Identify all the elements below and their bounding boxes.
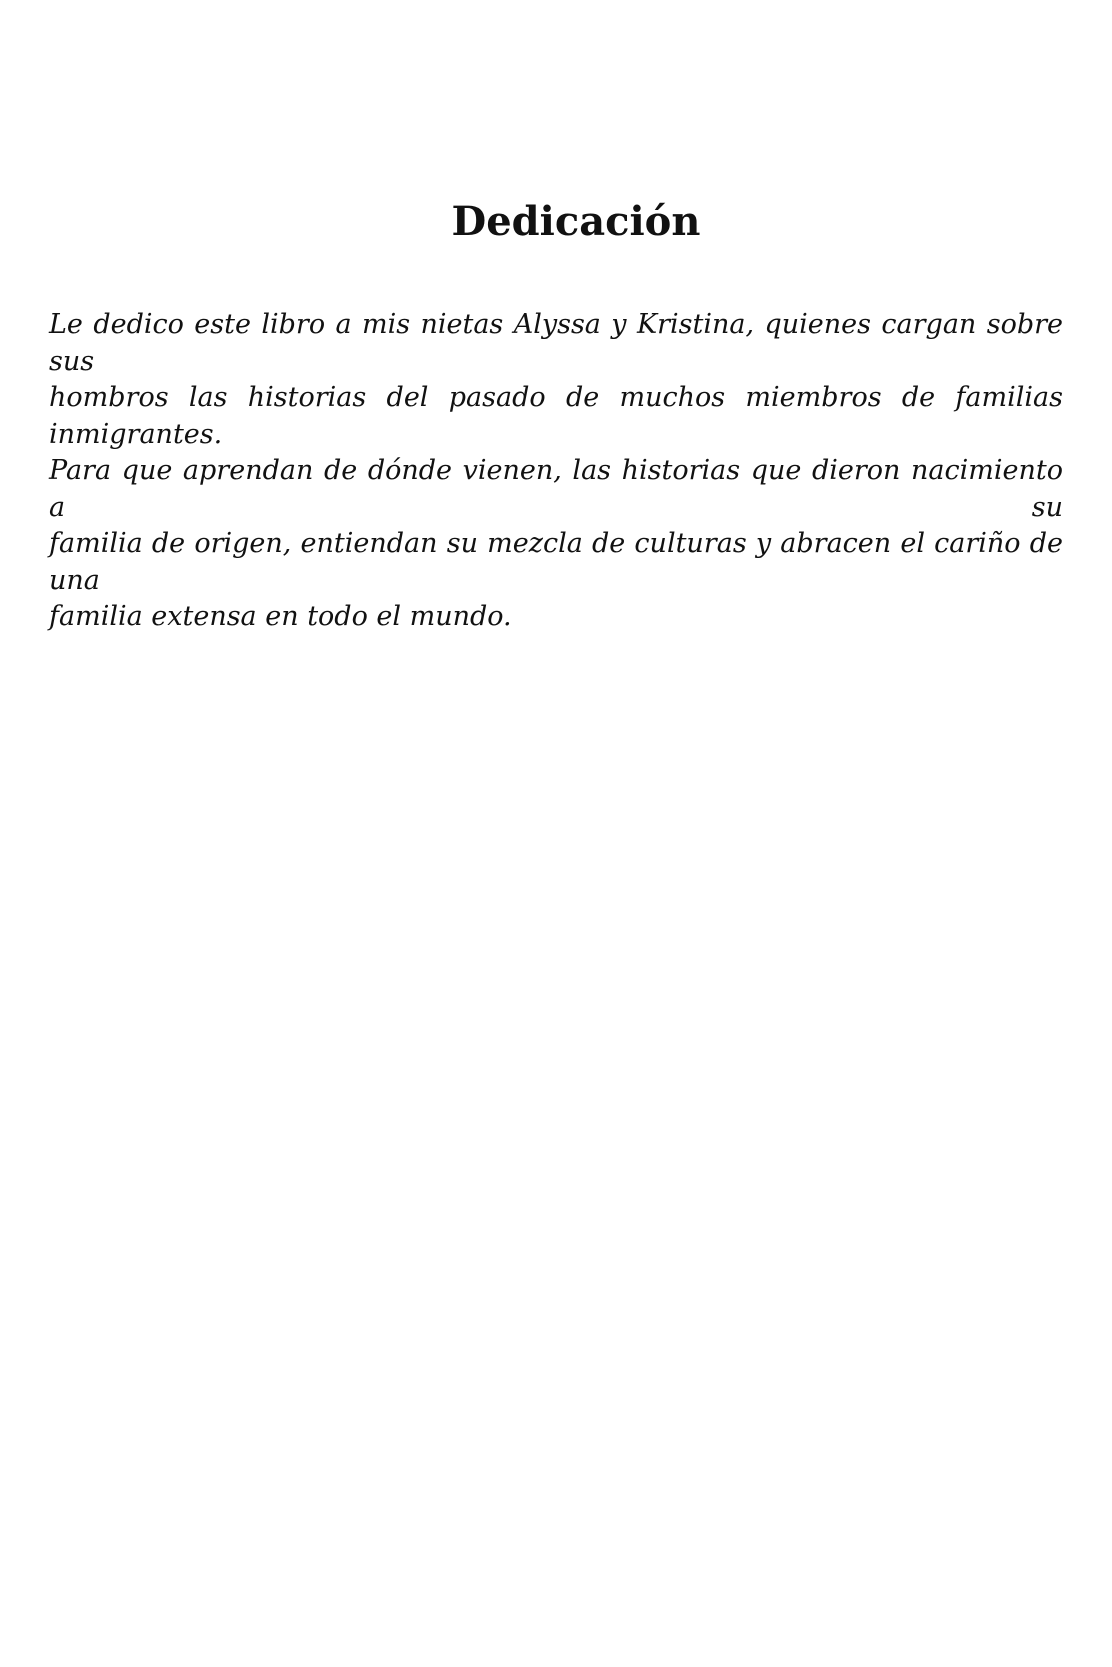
dedication-line: Le dedico este libro a mis nietas Alyssa y Kristina, quienes cargan sobre sus [49, 309, 1063, 377]
page-title: Dedicación [451, 198, 701, 245]
dedication-line: Para que aprendan de dónde vienen, las historias que dieron nacimiento a su [49, 455, 1063, 523]
dedication-line: familia extensa en todo el mundo. [49, 601, 512, 632]
dedication-paragraph [49, 307, 1063, 636]
dedication-line: familia de origen, entiendan su mezcla de culturas y abracen el cariño de una [49, 528, 1063, 596]
dedication-line: hombros las historias del pasado de muchos miembros de familias inmigrantes. [49, 382, 1063, 450]
